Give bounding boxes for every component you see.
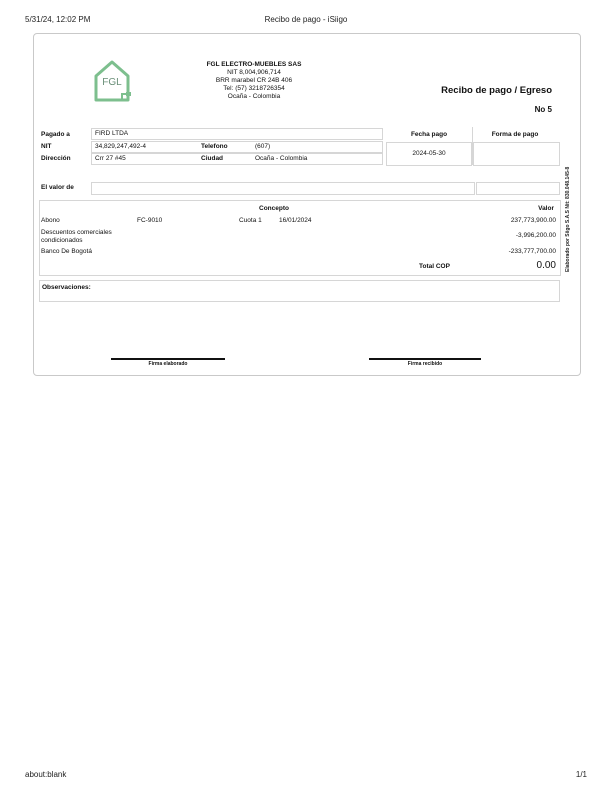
document-title: Recibo de pago / Egreso <box>441 85 552 96</box>
total-label: Total COP <box>419 263 450 270</box>
row-1-concepto: Abono <box>41 217 60 224</box>
logo-text: FGL <box>102 77 122 88</box>
row-3-valor: -233,777,700.00 <box>508 248 556 255</box>
signature-line-right <box>369 358 481 360</box>
company-nit: NIT 8,004,906,714 <box>227 69 281 76</box>
telefono-value: (607) <box>255 143 271 150</box>
forma-pago-field <box>473 142 560 166</box>
signature-label-left: Firma elaborado <box>148 361 188 367</box>
company-city: Ocaña - Colombia <box>227 93 281 100</box>
pagado-a-value: FIRD LTDA <box>95 130 129 137</box>
direccion-label: Dirección <box>41 155 71 162</box>
signature-line-left <box>111 358 225 360</box>
nit-telefono-field <box>91 141 383 153</box>
row-1-cuota: Cuota 1 <box>239 217 262 224</box>
row-1-fecha: 16/01/2024 <box>279 217 312 224</box>
valor-de-extra-field <box>476 182 560 195</box>
row-1-valor: 237,773,900.00 <box>510 217 556 224</box>
concepto-header: Concepto <box>259 205 289 212</box>
valor-de-field <box>91 182 475 195</box>
company-logo <box>92 58 132 104</box>
print-title: Recibo de pago - iSiigo <box>264 15 348 24</box>
valor-header: Valor <box>538 205 554 212</box>
row-3-concepto: Banco De Bogotá <box>41 248 92 255</box>
pagado-a-label: Pagado a <box>41 131 70 138</box>
observaciones-box <box>39 280 560 302</box>
receipt-card <box>33 33 581 376</box>
direccion-ciudad-field <box>91 153 383 165</box>
document-number: No 5 <box>534 105 552 114</box>
ciudad-value: Ocaña - Colombia <box>255 155 308 162</box>
ciudad-label: Ciudad <box>201 155 224 162</box>
fecha-pago-header: Fecha pago <box>410 131 448 138</box>
fecha-pago-field <box>386 142 472 166</box>
row-2-concepto: Descuentos comerciales condicionados <box>41 229 112 244</box>
print-footer-url: about:blank <box>25 770 67 779</box>
row-1-ref: FC-9010 <box>137 217 163 224</box>
telefono-label: Telefono <box>201 143 228 150</box>
company-name: FGL ELECTRO-MUEBLES SAS <box>206 61 302 68</box>
direccion-value: Crr 27 #45 <box>95 155 126 162</box>
fecha-pago-value: 2024-05-30 <box>412 150 446 157</box>
signature-label-right: Firma recibido <box>407 361 443 367</box>
company-address: BRR marabel CR 24B 406 <box>215 77 293 84</box>
row-2-valor: -3,996,200.00 <box>515 232 556 239</box>
forma-pago-header: Forma de pago <box>491 131 539 138</box>
nit-label: NIT <box>41 143 52 150</box>
observaciones-label: Observaciones: <box>42 284 91 291</box>
company-info <box>194 61 314 101</box>
print-datetime: 5/31/24, 12:02 PM <box>25 15 91 24</box>
nit-value: 34,829,247,492-4 <box>95 143 146 150</box>
siigo-side-text: Elaborado por Siigo S.A.S Nit: 830.048.145-8 <box>565 166 571 272</box>
total-value: 0.00 <box>536 260 556 271</box>
pagado-a-field <box>91 128 383 140</box>
valor-de-label: El valor de <box>41 184 74 191</box>
print-page-count: 1/1 <box>575 770 587 779</box>
company-phone: Tel: (57) 3218726354 <box>223 85 285 92</box>
